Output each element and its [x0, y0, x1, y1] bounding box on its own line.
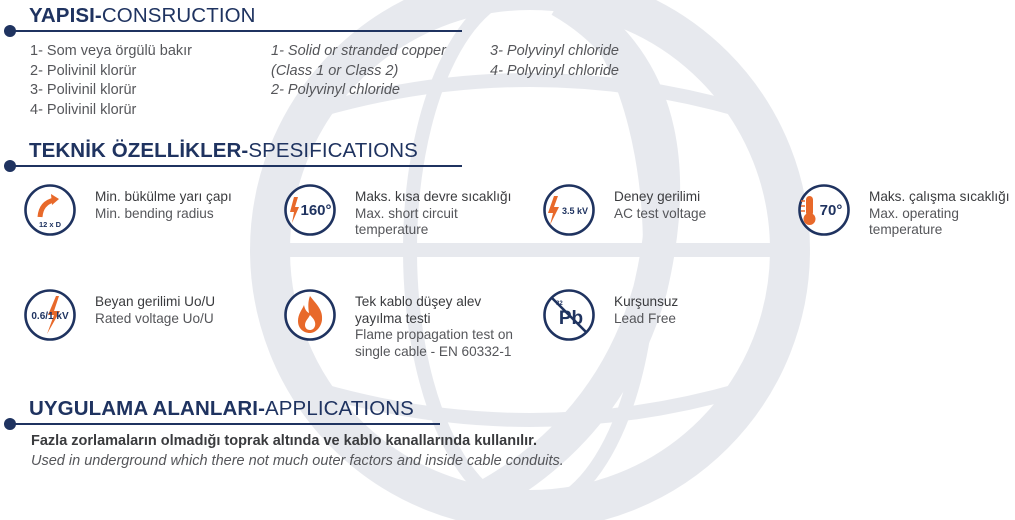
spec-label-en: Lead Free — [614, 310, 676, 326]
applications-rule — [10, 423, 440, 425]
test-voltage-value: 3.5 kV — [561, 206, 589, 216]
spec-label-en: Flame propagation test on — [355, 327, 513, 343]
spec-label-en: AC test voltage — [614, 205, 707, 221]
spec-text — [355, 294, 513, 360]
spec-text — [614, 294, 678, 327]
flame-icon — [283, 288, 337, 342]
spec-label-en: temperature — [355, 222, 429, 238]
list-item: 1- Solid or stranded copper — [271, 43, 446, 59]
spec-label-tr: yayılma testi — [355, 310, 431, 326]
spec-label-en: Max. operating — [869, 205, 959, 221]
construction-header — [0, 4, 470, 34]
spec-label-en: temperature — [869, 222, 943, 238]
construction-tr-list — [30, 42, 192, 120]
bending-radius-icon — [23, 183, 77, 237]
rated-voltage-icon — [23, 288, 77, 342]
lead-free-symbol: Pb — [558, 308, 584, 329]
specifications-rule — [10, 165, 462, 167]
spec-label-tr: Min. bükülme yarı çapı — [95, 189, 232, 204]
list-item: 2- Polyvinyl chloride — [271, 82, 400, 98]
spec-label-en: Min. bending radius — [95, 205, 214, 221]
spec-label-tr: Beyan gerilimi Uo/U — [95, 294, 216, 309]
applications-title — [29, 397, 414, 421]
list-item: 1- Som veya örgülü bakır — [30, 43, 192, 59]
spec-label-en: single cable - EN 60332-1 — [355, 343, 512, 359]
specifications-bullet — [4, 160, 16, 172]
construction-en-list-a — [271, 42, 446, 101]
list-item: 3- Polyvinyl chloride — [490, 43, 619, 59]
list-item: 4- Polivinil klorür — [30, 101, 137, 118]
construction-bullet — [4, 25, 16, 37]
short-circuit-temperature-icon — [283, 183, 337, 237]
spec-label-en: Max. short circuit — [355, 205, 458, 221]
specifications-title-bold: TEKNİK ÖZELLİKLER- — [29, 139, 249, 162]
construction-en-list-b — [490, 42, 619, 81]
spec-text — [355, 189, 511, 239]
applications-title-rest: APPLICATIONS — [265, 397, 414, 420]
spec-label-tr: Maks. kısa devre sıcaklığı — [355, 189, 512, 204]
short-circuit-temperature-value: 160° — [300, 202, 332, 219]
specifications-title — [29, 139, 418, 163]
test-voltage-icon — [542, 183, 596, 237]
list-item: 2- Polivinil klorür — [30, 62, 137, 79]
construction-title-rest: CONSRUCTION — [101, 4, 256, 27]
bending-radius-value: 12 x D — [38, 220, 62, 229]
spec-label-tr: Tek kablo düşey alev — [355, 294, 482, 309]
lead-free-icon — [542, 288, 596, 342]
spec-label-tr: Maks. çalışma sıcaklığı — [869, 189, 1010, 204]
applications-title-bold: UYGULAMA ALANLARI- — [29, 397, 265, 420]
operating-temperature-value: 70° — [819, 202, 843, 219]
specifications-header — [0, 139, 470, 169]
applications-text-en: Used in underground which there not much outer factors and inside cable conduits. — [31, 453, 564, 469]
applications-header — [0, 397, 470, 427]
applications-bullet — [4, 418, 16, 430]
lead-free-sup: 82 — [556, 301, 563, 307]
construction-title-bold: YAPISI- — [29, 4, 102, 27]
list-item: 3- Polivinil klorür — [30, 82, 137, 98]
spec-text — [869, 189, 1010, 239]
list-item: 4- Polyvinyl chloride — [490, 62, 619, 79]
construction-rule — [10, 30, 462, 32]
specifications-title-rest: SPESIFICATIONS — [248, 139, 418, 162]
spec-label-tr: Deney gerilimi — [614, 189, 701, 204]
spec-text — [95, 189, 232, 222]
applications-text-tr: Fazla zorlamaların olmadığı toprak altında ve kablo kanallarında kullanılır. — [31, 433, 538, 449]
construction-title — [29, 4, 256, 28]
spec-label-tr: Kurşunsuz — [614, 294, 679, 309]
spec-label-en: Rated voltage Uo/U — [95, 310, 214, 326]
rated-voltage-value: 0.6/1 kV — [31, 311, 69, 322]
list-item: (Class 1 or Class 2) — [271, 62, 399, 79]
operating-temperature-icon — [797, 183, 851, 237]
spec-text — [614, 189, 706, 222]
spec-text — [95, 294, 215, 327]
